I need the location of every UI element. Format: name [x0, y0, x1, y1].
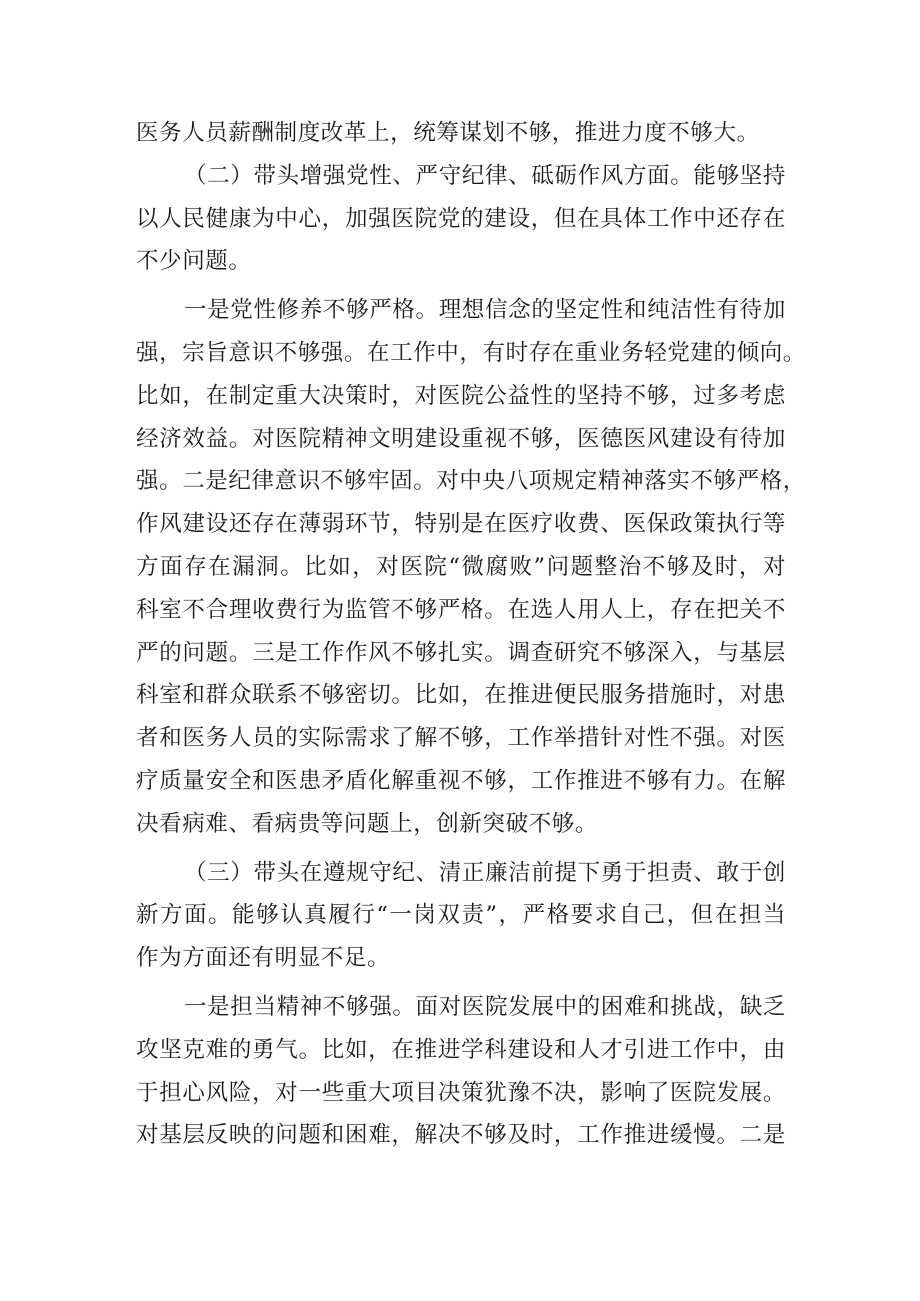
text-line: 以人民健康为中心，加强医院党的建设，但在具体工作中还存在	[136, 205, 786, 232]
text-line: 作风建设还存在薄弱环节，特别是在医疗收费、医保政策执行等	[136, 511, 786, 538]
text-line: 不少问题。	[136, 248, 252, 275]
text-line: 方面存在漏洞。比如，对医院“微腐败”问题整治不够及时，对	[136, 553, 786, 580]
document-body	[136, 112, 806, 1157]
text-line: 一是担当精神不够强。面对医院发展中的困难和挑战，缺乏	[184, 993, 786, 1020]
text-line: 作为方面还有明显不足。	[136, 945, 391, 972]
text-line: （三）带头在遵规守纪、清正廉洁前提下勇于担责、敢于创	[184, 859, 786, 886]
text-line: 新方面。能够认真履行“一岗双责”，严格要求自己，但在担当	[136, 902, 786, 929]
text-line: （二）带头增强党性、严守纪律、砥砺作风方面。能够坚持	[184, 162, 786, 189]
text-line: 疗质量安全和医患矛盾化解重视不够，工作推进不够有力。在解	[136, 767, 786, 794]
text-line: 严的问题。三是工作作风不够扎实。调查研究不够深入，与基层	[136, 639, 786, 666]
text-line: 者和医务人员的实际需求了解不够，工作举措针对性不强。对医	[136, 725, 786, 752]
text-line: 医务人员薪酬制度改革上，统筹谋划不够，推进力度不够大。	[136, 120, 760, 146]
text-line: 对基层反映的问题和困难，解决不够及时，工作推进缓慢。二是	[136, 1122, 786, 1149]
text-line: 攻坚克难的勇气。比如，在推进学科建设和人才引进工作中，由	[136, 1036, 786, 1063]
text-line: 强。二是纪律意识不够牢固。对中央八项规定精神落实不够严格，	[136, 468, 806, 495]
text-line: 科室和群众联系不够密切。比如，在推进便民服务措施时，对患	[136, 682, 786, 709]
text-line: 经济效益。对医院精神文明建设重视不够，医德医风建设有待加	[136, 425, 786, 452]
text-line: 科室不合理收费行为监管不够严格。在选人用人上，存在把关不	[136, 596, 786, 623]
text-line: 一是党性修养不够严格。理想信念的坚定性和纯洁性有待加	[184, 297, 786, 324]
text-line: 决看病难、看病贵等问题上，创新突破不够。	[136, 810, 599, 837]
text-line: 于担心风险，对一些重大项目决策犹豫不决，影响了医院发展。	[136, 1079, 786, 1106]
text-line: 强，宗旨意识不够强。在工作中，有时存在重业务轻党建的倾向。	[136, 339, 806, 366]
text-line: 比如，在制定重大决策时，对医院公益性的坚持不够，过多考虑	[136, 382, 786, 409]
